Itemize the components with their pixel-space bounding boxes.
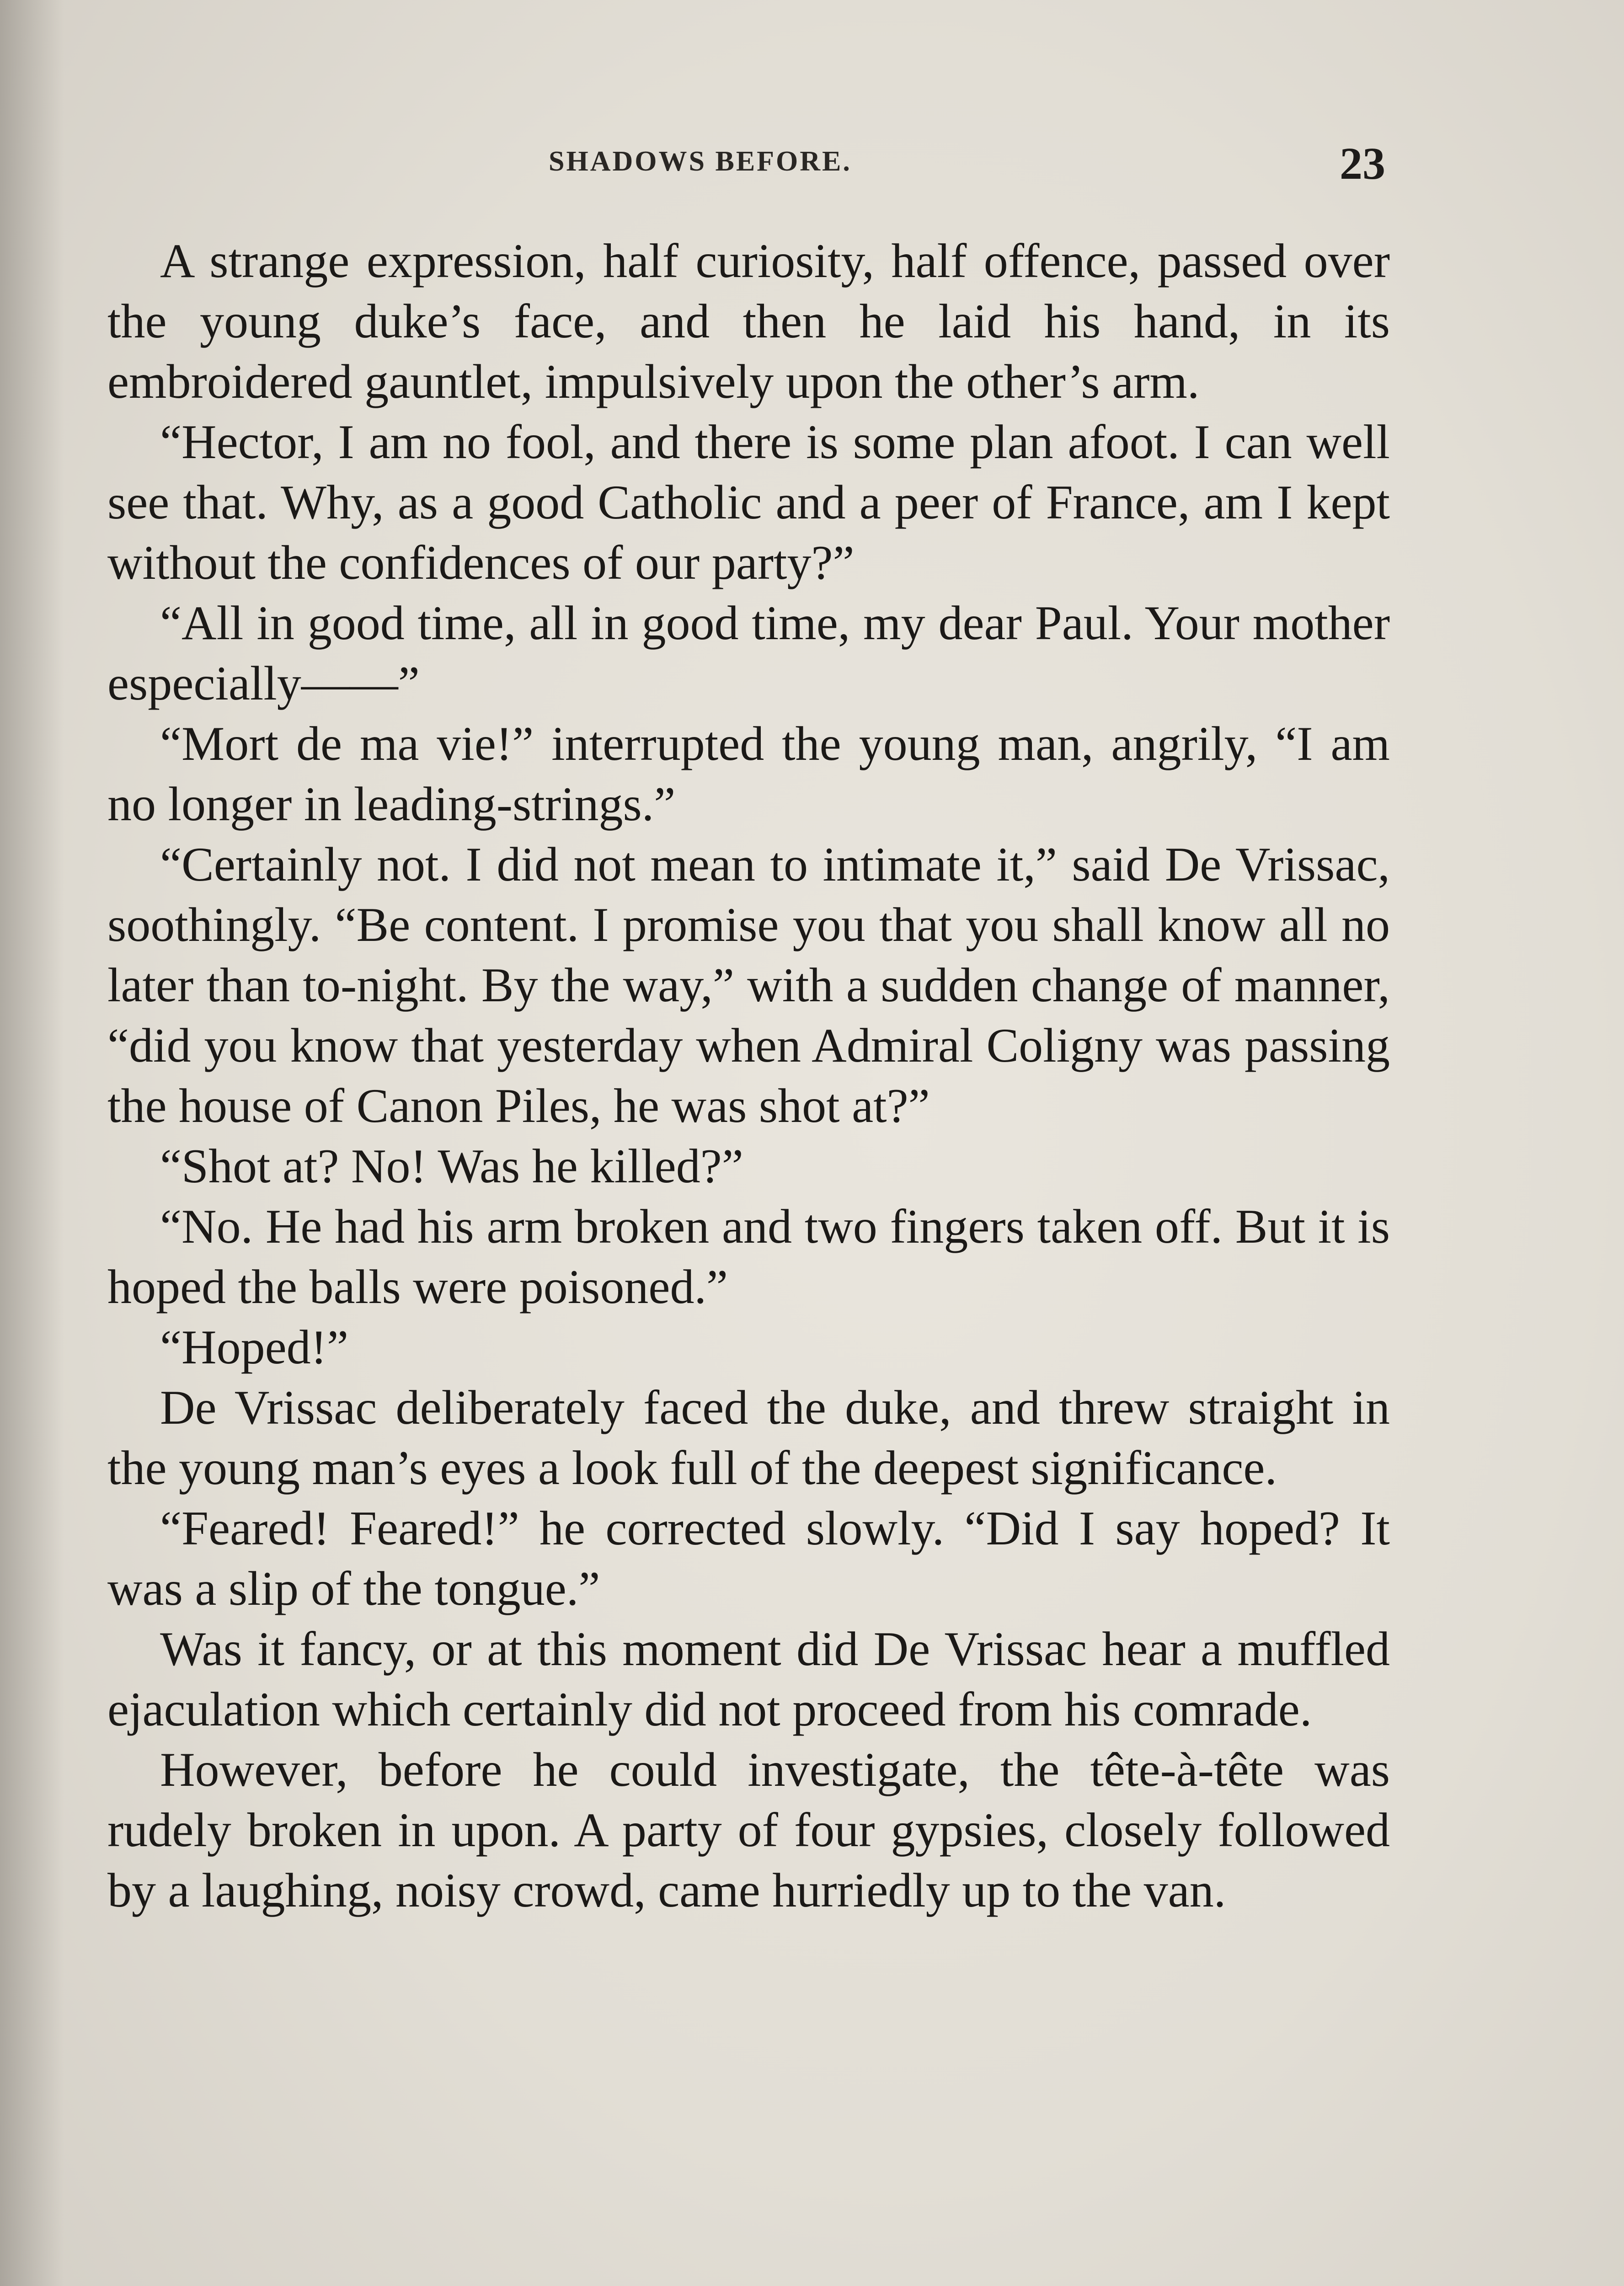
spine-shadow: [0, 0, 64, 2286]
body-text: [107, 231, 1390, 1921]
page-number: 23: [1340, 138, 1385, 189]
paragraph: “Hector, I am no fool, and there is some plan afoot. I can well see that. Why, as a good Catholic and a peer of France, am I kept without the confidences of our party?”: [107, 415, 1390, 589]
paragraph: “Shot at? No! Was he killed?”: [160, 1139, 743, 1193]
paragraph: “Certainly not. I did not mean to intimate it,” said De Vrissac, soothingly. “Be content. I promise you that you shall know all no later than to-night. By the way,” with a sudden change of manner, “did you know that yesterday when Admiral Coligny was passing the house of Canon Piles, he was shot at?”: [107, 838, 1390, 1132]
paragraph: However, before he could investigate, the tête-à-tête was rudely broken in upon. A party of four gypsies, closely followed by a laughing, noisy crowd, came hurriedly up to the van.: [107, 1743, 1390, 1917]
paragraph: “Feared! Feared!” he corrected slowly. “Did I say hoped? It was a slip of the tongue.”: [107, 1501, 1390, 1615]
paragraph: “Hoped!”: [160, 1320, 348, 1374]
paragraph: Was it fancy, or at this moment did De Vrissac hear a muffled ejaculation which certainly did not proceed from his comrade.: [107, 1622, 1390, 1736]
paragraph: A strange expression, half curiosity, half offence, passed over the young duke’s face, and then he laid his hand, in its embroidered gauntlet, impulsively upon the other’s arm.: [107, 234, 1390, 408]
paragraph: “Mort de ma vie!” interrupted the young man, angrily, “I am no longer in leading-strings.”: [107, 717, 1390, 831]
paragraph: “All in good time, all in good time, my dear Paul. Your mother especially——”: [107, 596, 1390, 710]
paragraph: De Vrissac deliberately faced the duke, and threw straight in the young man’s eyes a look full of the deepest significance.: [107, 1381, 1390, 1495]
running-head: SHADOWS BEFORE.: [549, 146, 852, 177]
paragraph: “No. He had his arm broken and two fingers taken off. But it is hoped the balls were poisoned.”: [107, 1200, 1390, 1314]
